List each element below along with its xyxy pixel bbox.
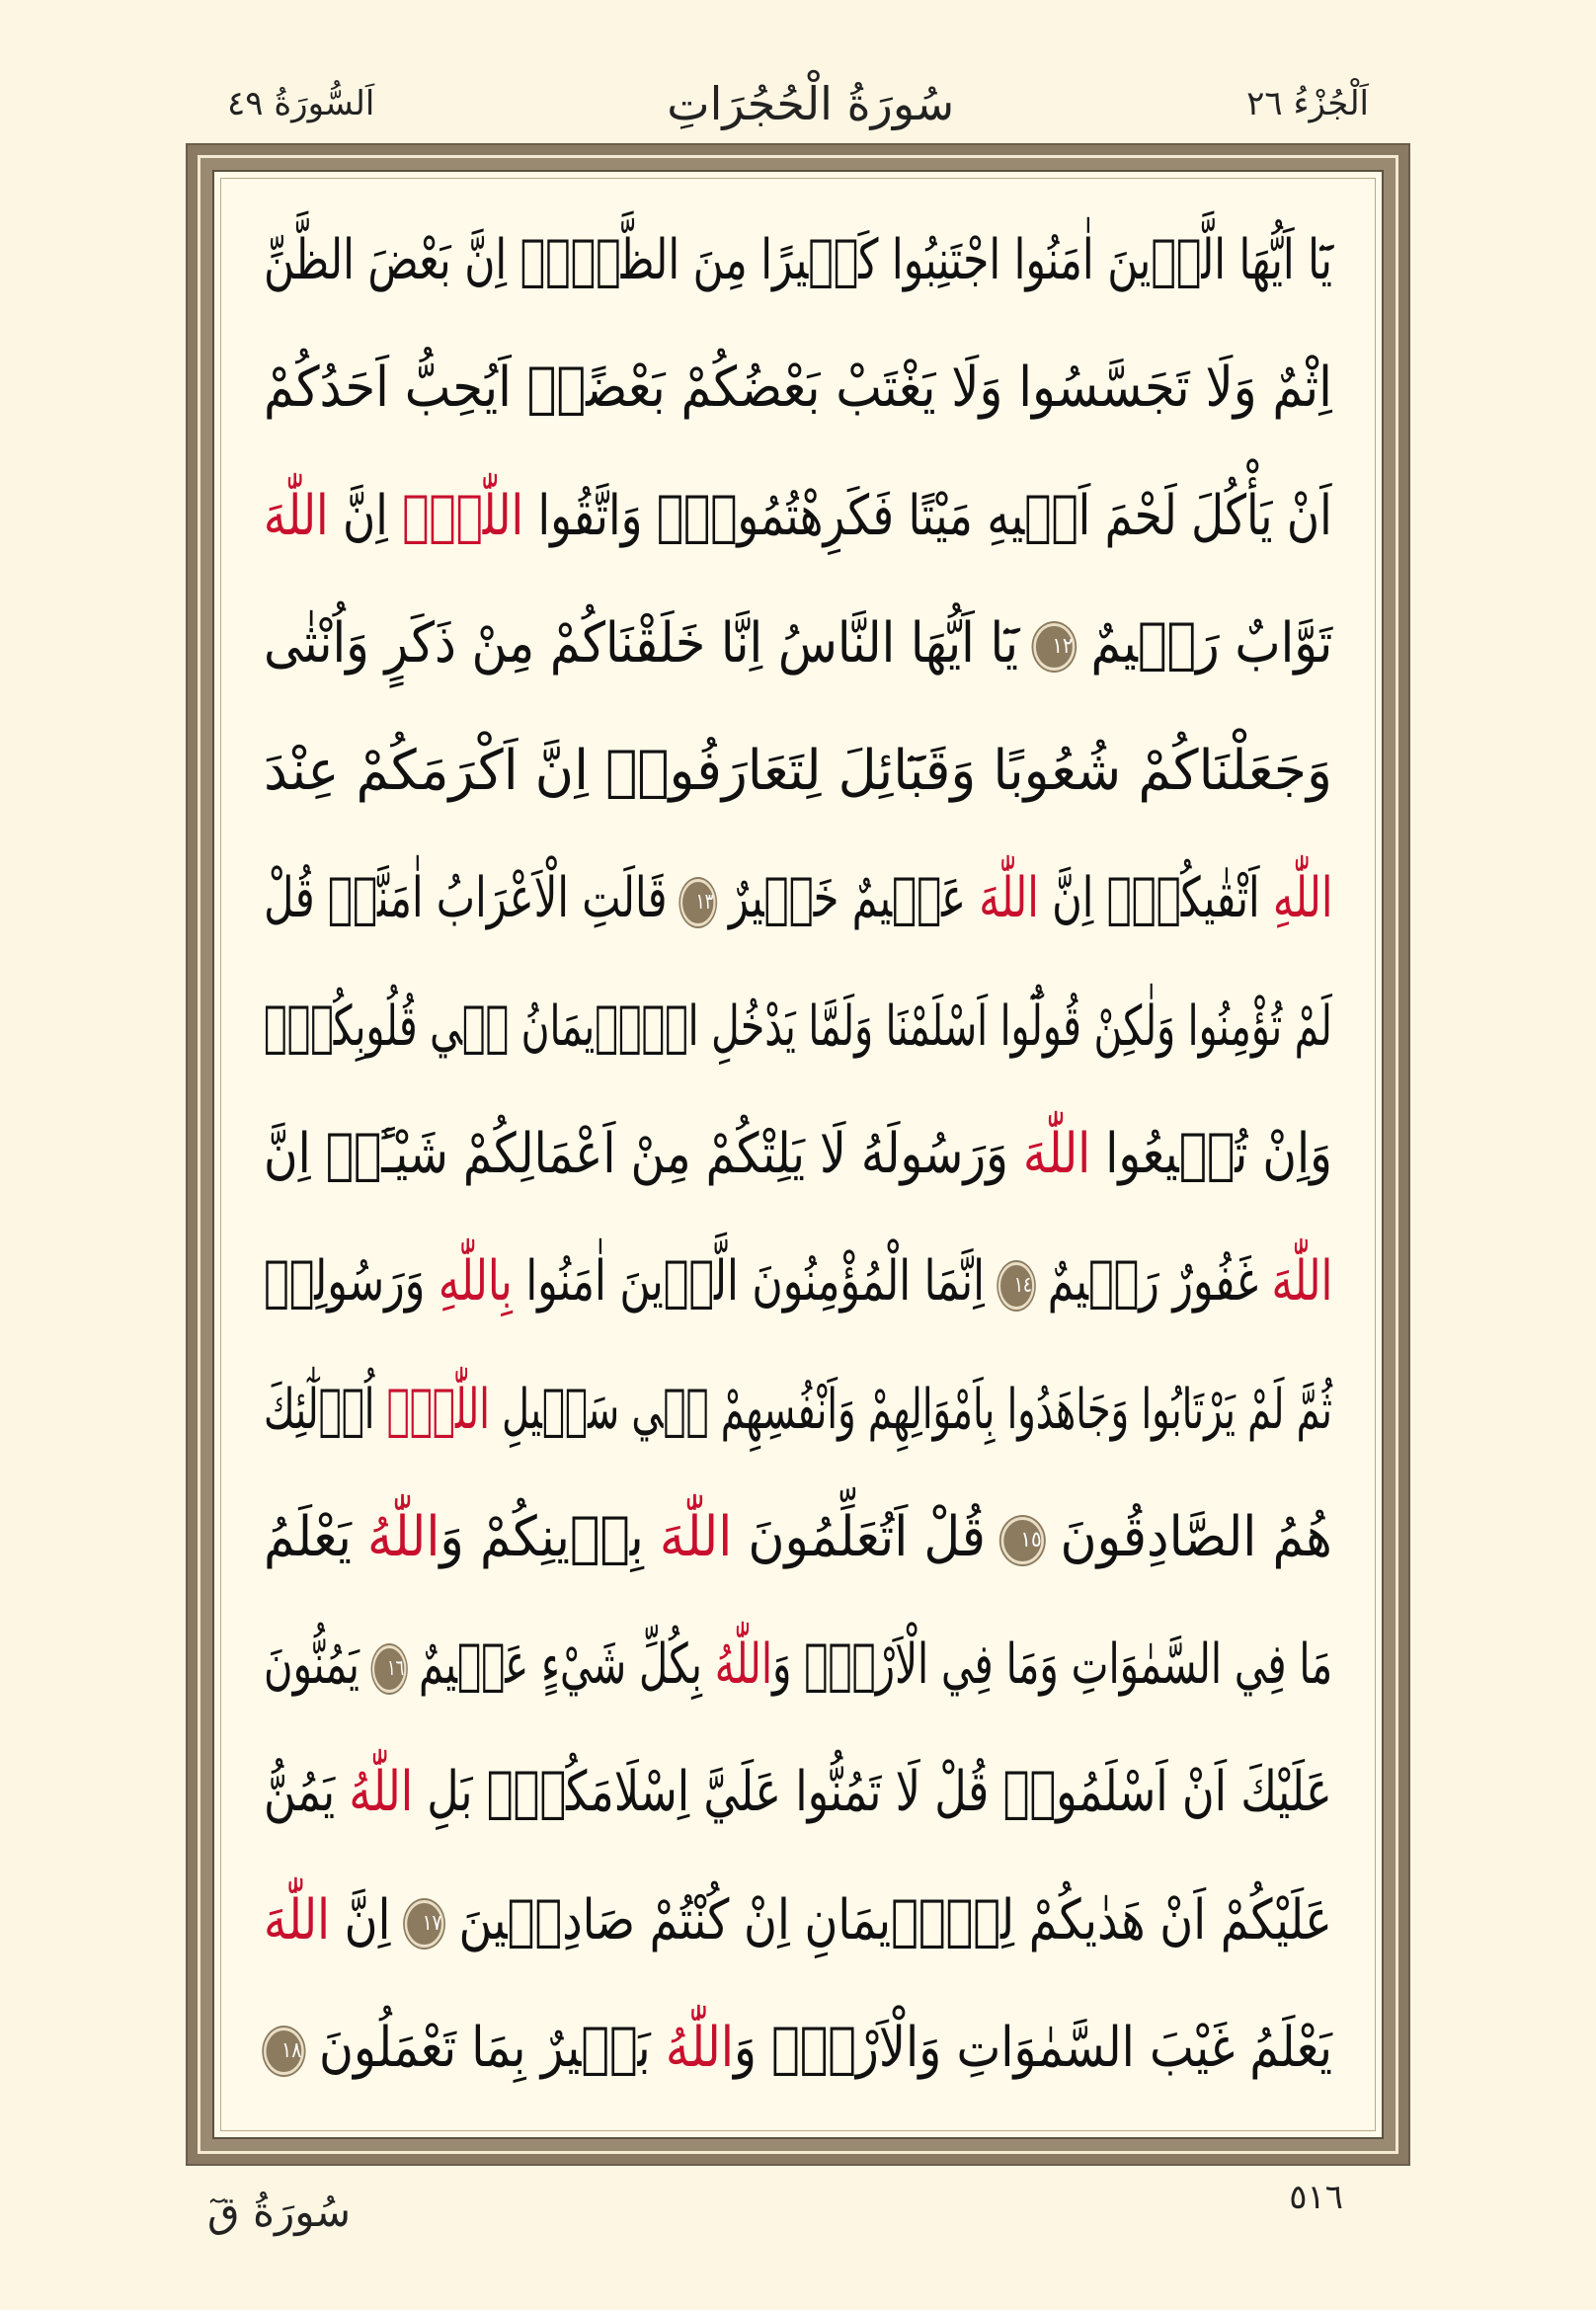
verse-text: بِد۪ينِكُمْ وَ [439, 1504, 661, 1569]
verse-text: بِكُلِّ شَيْءٍ عَل۪يمٌ [406, 1633, 715, 1698]
verse-text: اِنَّمَا الْمُؤْمِنُونَ الَّذ۪ينَ اٰمَنُوا [512, 1249, 998, 1314]
verse-text: مَا فِي السَّمٰوَاتِ وَمَا فِي الْاَرْضِۜ وَ [771, 1633, 1332, 1698]
verse-text: قَالَتِ الْاَعْرَابُ اٰمَنَّاۜ قُلْ [263, 866, 680, 931]
surah-number-label: اَلسُّورَةُ ٤٩ [227, 84, 375, 123]
verse-text: لَمْ تُؤْمِنُوا وَلٰكِنْ قُولُٓوا اَسْلَمْنَا وَلَمَّا يَدْخُلِ الْا۪يمَانُ ف۪ي قُلُوبِكُمْۜ [264, 994, 1332, 1059]
divine-name-text: اللّٰهُ [714, 1633, 772, 1698]
verse-text: يَعْلَمُ [264, 1504, 368, 1569]
text-line [264, 213, 1332, 308]
divine-name-text: اللّٰهِۜ [386, 1377, 491, 1442]
verse-text: اِثْمٌ وَلَا تَجَسَّسُوا وَلَا يَغْتَبْ بَعْضُكُمْ بَعْضًاۜ اَيُحِبُّ اَحَدُكُمْ [264, 356, 1332, 421]
page-header [227, 69, 1369, 138]
ayah-number-marker: ١٧ [405, 1900, 444, 1948]
ayah-number-marker: ١٥ [1001, 1517, 1044, 1564]
page-footer [188, 2178, 1363, 2247]
text-line [264, 1618, 1332, 1713]
text-line [264, 980, 1332, 1075]
verse-text: يَٓا اَيُّهَا الَّذ۪ينَ اٰمَنُوا اجْتَنِبُوا كَث۪يرًا مِنَ الظَّنِّۘ اِنَّ بَعْضَ الظَّنِّ [264, 228, 1332, 292]
text-line [264, 1873, 1332, 1968]
ayah-number-marker: ١٣ [679, 879, 715, 926]
verse-text: يَٓا اَيُّهَا النَّاسُ اِنَّا خَلَقْنَاكُمْ مِنْ ذَكَرٍ وَاُنْثٰى [263, 610, 1034, 676]
verse-text: غَفُورٌ رَح۪يمٌ [1033, 1249, 1272, 1314]
verse-text: وَرَسُولِه۪ [263, 1249, 439, 1314]
ayah-number-marker: ١٨ [264, 2028, 304, 2075]
divine-name-text: اللّٰهَ [264, 483, 329, 548]
divine-name-text: اللّٰهَ [978, 866, 1039, 931]
ayah-number-marker: ١٦ [372, 1645, 406, 1693]
verse-text: بَص۪يرٌ بِمَا تَعْمَلُونَ [303, 2015, 666, 2080]
text-line [264, 724, 1332, 819]
verse-text: يَمُنُّونَ [263, 1633, 372, 1698]
text-line [264, 597, 1332, 691]
divine-name-text: اللّٰهَ [660, 1504, 733, 1569]
verse-text: هُمُ الصَّادِقُونَ [1044, 1504, 1332, 1569]
verse-text: وَجَعَلْنَاكُمْ شُعُوبًا وَقَبَٓائِلَ لِتَعَارَفُواۜ اِنَّ اَكْرَمَكُمْ عِنْدَ [264, 739, 1332, 804]
verse-text: قُلْ اَتُعَلِّمُونَ [732, 1504, 1002, 1569]
divine-name-text: اللّٰهَ [1023, 1121, 1091, 1186]
page-frame [186, 143, 1410, 2166]
surah-title: سُورَةُ الْحُجُرَاتِ [667, 77, 955, 130]
divine-name-text: اللّٰهَۜ [402, 483, 524, 548]
text-line [264, 2001, 1332, 2096]
verse-text: يَمُنُّ [264, 1760, 350, 1825]
text-line [264, 1490, 1332, 1585]
text-line [264, 1235, 1332, 1329]
text-line [264, 1363, 1332, 1458]
divine-name-text: اللّٰهُ [367, 1504, 440, 1569]
divine-name-text: اللّٰهَ [264, 1887, 331, 1952]
divine-name-text: بِاللّٰهِ [438, 1249, 513, 1314]
juz-label: اَلْجُزْءُ ٢٦ [1246, 84, 1369, 123]
divine-name-text: اللّٰهُ [349, 1760, 414, 1825]
verse-text: وَرَسُولَهُ لَا يَلِتْكُمْ مِنْ اَعْمَالِكُمْ شَيْـًٔاۜ اِنَّ [264, 1121, 1024, 1186]
verse-text: اِنَّ [328, 483, 403, 548]
text-line [264, 1745, 1332, 1840]
divine-name-text: اللّٰهَ [1271, 1249, 1332, 1314]
ayah-number-marker: ١٢ [1033, 623, 1075, 671]
verse-text: اَتْقٰيكُمْۜ اِنَّ [1038, 866, 1273, 931]
verse-text: عَلَيْكَ اَنْ اَسْلَمُواۜ قُلْ لَا تَمُنُّوا عَلَيَّ اِسْلَامَكُمْۚ بَلِ [413, 1760, 1332, 1825]
verse-text: يَعْلَمُ غَيْبَ السَّمٰوَاتِ وَالْاَرْضِۜ وَ [734, 2015, 1332, 2080]
verse-text: وَاِنْ تُط۪يعُوا [1090, 1121, 1332, 1186]
next-surah-label: سُورَةُ قٓ [207, 2188, 352, 2236]
text-line [264, 851, 1332, 946]
text-line [264, 1107, 1332, 1202]
verse-text: اُو۬لٰٓئِكَ [264, 1377, 387, 1442]
verse-text: عَلَيْكُمْ اَنْ هَدٰيكُمْ لِلْا۪يمَانِ اِنْ كُنْتُمْ صَادِق۪ينَ [443, 1887, 1333, 1952]
verse-text: ثُمَّ لَمْ يَرْتَابُوا وَجَاهَدُوا بِاَمْوَالِهِمْ وَاَنْفُسِهِمْ ف۪ي سَب۪يلِ [490, 1377, 1332, 1442]
verse-text: عَل۪يمٌ خَب۪يرٌ [715, 866, 979, 931]
divine-name-text: اللّٰهُ [665, 2015, 735, 2080]
ayah-number-marker: ١٤ [998, 1262, 1034, 1310]
divine-name-text: اللّٰهِ [1272, 866, 1332, 931]
page-number: ٥١٦ [1289, 2178, 1343, 2217]
verse-text: اَنْ يَأْكُلَ لَحْمَ اَخ۪يهِ مَيْتًا فَكَرِهْتُمُوهُۜ وَاتَّقُوا [523, 483, 1332, 548]
quran-text-body [264, 213, 1332, 2096]
verse-text: اِنَّ [330, 1887, 406, 1952]
verse-text: تَوَّابٌ رَح۪يمٌ [1075, 610, 1332, 676]
text-line [264, 469, 1332, 564]
text-line [264, 341, 1332, 436]
